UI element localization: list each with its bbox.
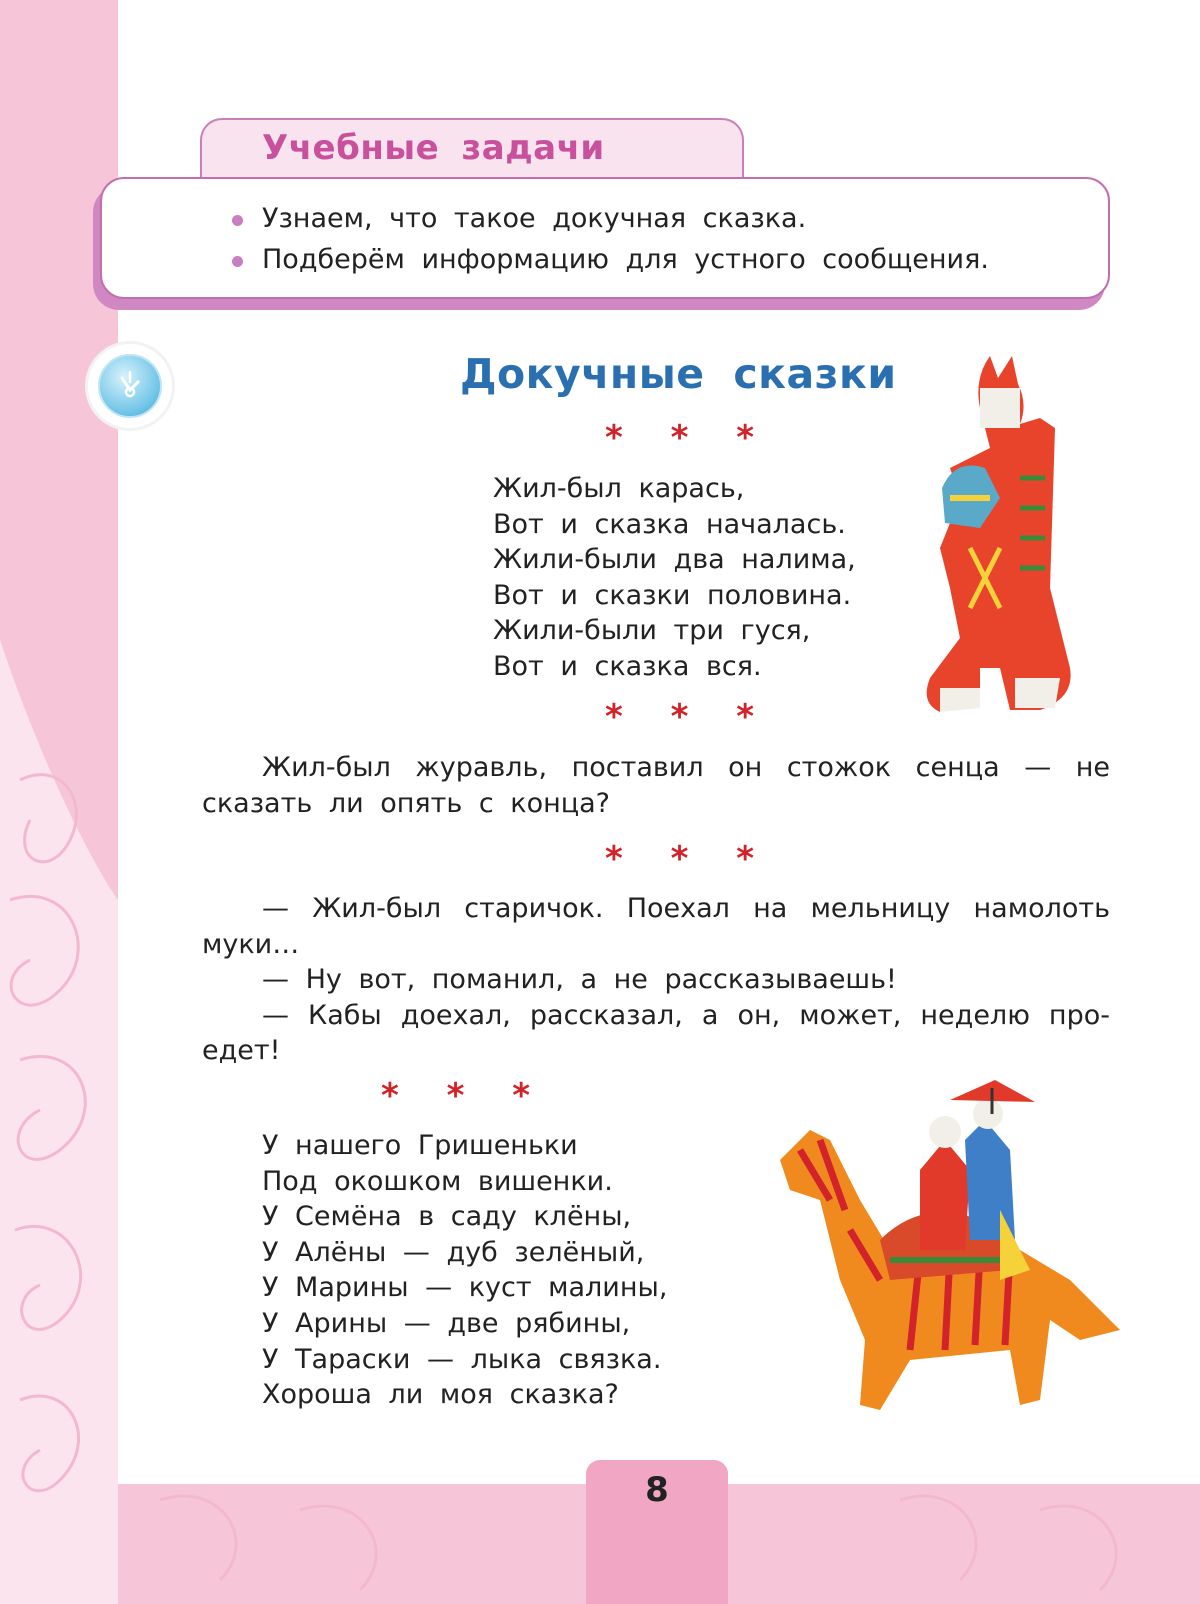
page-number: 8 — [645, 1470, 669, 1510]
verse-line: У Тараски — лыка связка. — [262, 1343, 662, 1375]
prose-line: муки… — [202, 928, 300, 960]
verse-line: У нашего Гришеньки — [262, 1130, 578, 1161]
separator-stars: * * * — [605, 418, 773, 458]
verse-line: Вот и сказка началась. — [493, 508, 846, 540]
prose-2 — [202, 891, 1110, 1069]
task-item: Узнаем, что такое докучная сказка. — [262, 203, 807, 234]
tasks-box — [100, 177, 1110, 299]
verse-line: Вот и сказки половина. — [493, 579, 852, 611]
verse-line: Жил-был карась, — [493, 473, 745, 504]
prose-line: сказать ли опять с конца? — [202, 787, 611, 819]
task-item: Подберём информацию для устного сообщения. — [262, 244, 989, 275]
audio-button[interactable] — [88, 344, 172, 428]
section-heading: Докучные сказки — [460, 350, 897, 398]
verse-line: У Арины — две рябины, — [262, 1307, 631, 1339]
verse-line: У Семёна в саду клёны, — [262, 1201, 632, 1233]
verse-line: Хороша ли моя сказка? — [262, 1379, 619, 1411]
prose-1 — [202, 750, 1110, 821]
prose-line: — Жил-был старичок. Поехал на мельницу намолоть — [262, 893, 1110, 924]
prose-line: — Ну вот, поманил, а не рассказываешь! — [262, 964, 897, 996]
prose-line: едет! — [202, 1035, 281, 1067]
clay-bear-toy-illustration — [920, 348, 1080, 734]
verse-line: У Алёны — дуб зелёный, — [262, 1236, 645, 1268]
prose-line: — Кабы доехал, рассказал, а он, может, неделю про- — [262, 999, 1110, 1031]
clay-horse-toy-illustration — [770, 1080, 1130, 1430]
verse-line: Под окошком вишенки. — [262, 1165, 613, 1197]
verse-line: Вот и сказка вся. — [493, 650, 762, 682]
verse-line: Жили-были два налима, — [493, 544, 856, 576]
verse-line: У Марины — куст малины, — [262, 1272, 668, 1304]
tasks-title: Учебные задачи — [262, 128, 605, 168]
audio-icon — [98, 354, 162, 418]
separator-stars: * * * — [605, 839, 773, 879]
verse-line: Жили-были три гуся, — [493, 615, 811, 647]
verse-1 — [493, 471, 856, 685]
separator-stars: * * * — [605, 697, 773, 737]
prose-line: Жил-был журавль, поставил он стожок сенца — не — [262, 752, 1110, 783]
verse-2 — [262, 1128, 667, 1413]
separator-stars: * * * — [381, 1076, 549, 1116]
